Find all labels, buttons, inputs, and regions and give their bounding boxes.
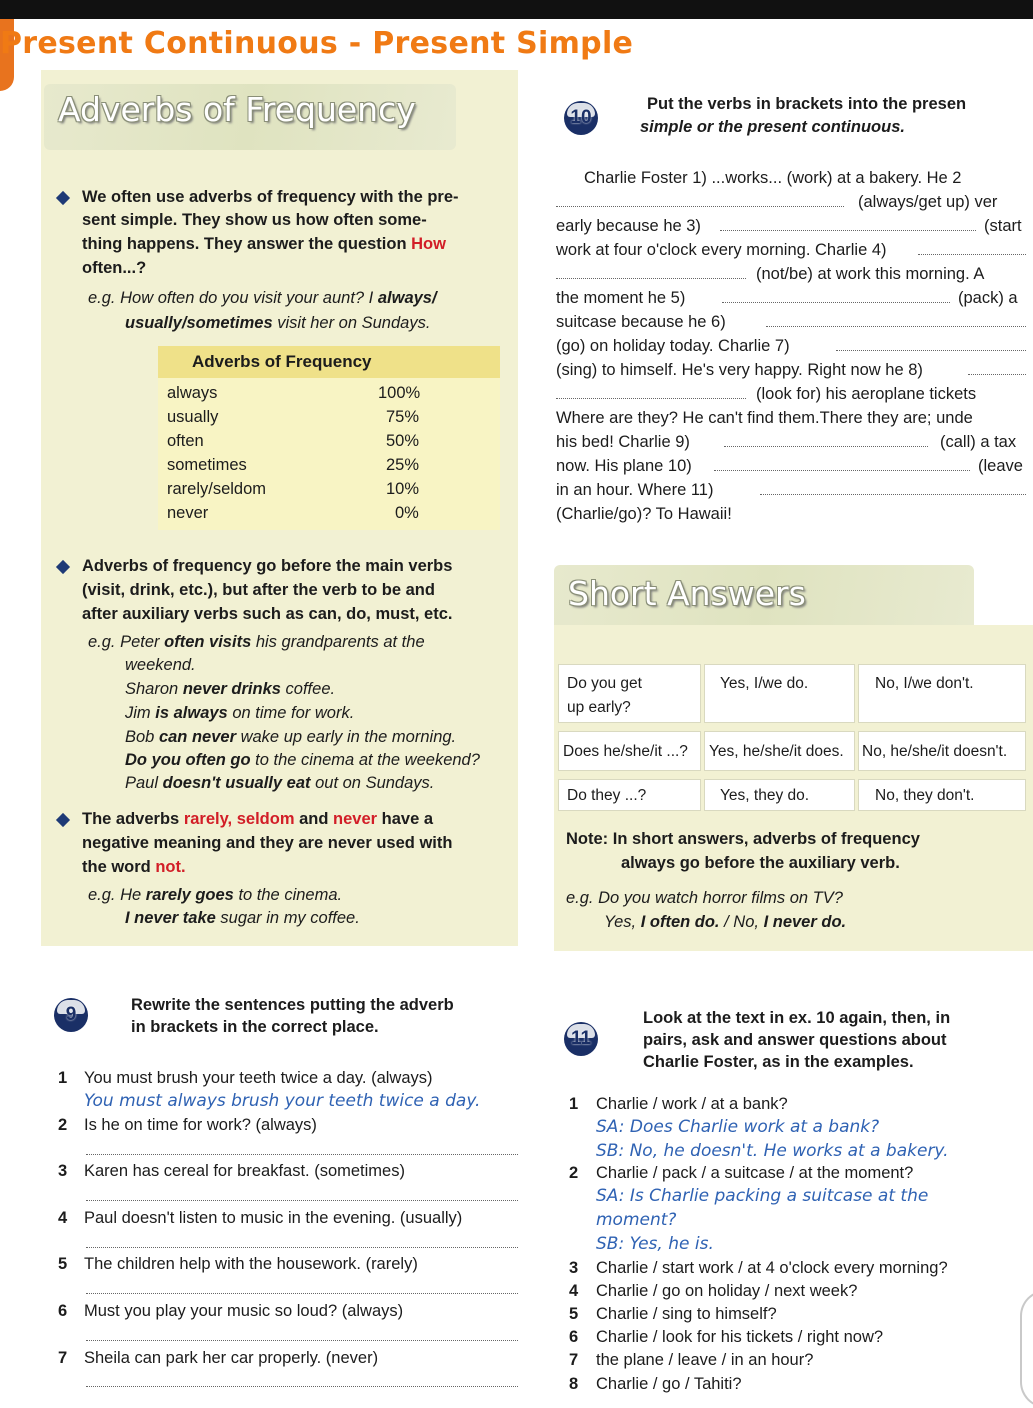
item-number: 5: [58, 1255, 68, 1273]
answer-blank[interactable]: [556, 206, 844, 207]
ex10-line: suitcase because he 6): [556, 313, 726, 331]
sa-yes: Yes, I/we do.: [720, 675, 809, 692]
ex10-line: the moment he 5): [556, 289, 686, 307]
ex10-line: (start: [984, 217, 1022, 235]
ex10-instruction: simple or the present continuous.: [640, 118, 905, 136]
item-text: Is he on time for work? (always): [84, 1116, 317, 1134]
item-number: 7: [569, 1351, 579, 1369]
sa-question: Do they ...?: [567, 787, 647, 804]
answer-blank[interactable]: [86, 1200, 518, 1201]
table-word: rarely/seldom: [167, 480, 267, 498]
ex10-line: (Charlie/go)? To Hawaii!: [556, 505, 732, 523]
item-text: The children help with the housework. (rarely): [84, 1255, 418, 1273]
answer-blank[interactable]: [722, 302, 950, 303]
ex11-instruction: Charlie Foster, as in the examples.: [643, 1053, 914, 1071]
table-word: never: [167, 504, 209, 522]
rule3-line: the word not.: [82, 858, 186, 876]
item-text: Charlie / pack / a suitcase / at the moment?: [596, 1164, 914, 1182]
answer-blank[interactable]: [766, 326, 1026, 327]
item-text: Charlie / sing to himself?: [596, 1305, 777, 1323]
top-bar: [0, 0, 1033, 19]
table-pct: 75%: [386, 408, 420, 426]
item-number: 3: [58, 1162, 68, 1180]
sa-question: Does he/she/it ...?: [563, 743, 688, 760]
rule2-line: Adverbs of frequency go before the main verbs: [82, 557, 453, 575]
example2-line: weekend.: [125, 656, 196, 674]
item-text: Charlie / work / at a bank?: [596, 1095, 788, 1113]
example2-line: Paul doesn't usually eat out on Sundays.: [125, 774, 435, 792]
example2-line: Do you often go to the cinema at the weekend?: [125, 751, 480, 769]
item-number: 8: [569, 1375, 579, 1393]
ex10-line: (go) on holiday today. Charlie 7): [556, 337, 790, 355]
ex9-instruction: Rewrite the sentences putting the adverb: [131, 996, 454, 1014]
page-title: Present Continuous - Present Simple: [0, 26, 634, 61]
example2-line: Sharon never drinks coffee.: [125, 680, 336, 698]
item-number: 6: [58, 1302, 68, 1320]
item-number: 4: [58, 1209, 68, 1227]
item-answer: SB: Yes, he is.: [596, 1234, 714, 1254]
item-number: 2: [58, 1116, 68, 1134]
sa-note: always go before the auxiliary verb.: [621, 854, 900, 872]
item-answer: SA: Is Charlie packing a suitcase at the: [596, 1186, 929, 1206]
table-pct: 100%: [378, 384, 421, 402]
table-pct: 10%: [386, 480, 420, 498]
sa-no: No, he/she/it doesn't.: [862, 743, 1008, 760]
ex10-line: work at four o'clock every morning. Charlie 4): [556, 241, 887, 259]
answer-blank[interactable]: [556, 278, 746, 279]
example3-line: I never take sugar in my coffee.: [125, 909, 360, 927]
answer-blank[interactable]: [86, 1247, 518, 1248]
rule2-line: (visit, drink, etc.), but after the verb to be and: [82, 581, 435, 599]
intro-line: often...?: [82, 259, 147, 277]
example2-line: e.g. Peter often visits his grandparents at the: [88, 633, 425, 651]
short-answers-heading: Short Answers: [568, 574, 806, 613]
answer-blank[interactable]: [720, 230, 976, 231]
ex10-line: (call) a tax: [940, 433, 1017, 451]
table-pct: 0%: [395, 504, 419, 522]
item-number: 7: [58, 1349, 68, 1367]
item-text: Charlie / look for his tickets / right now?: [596, 1328, 884, 1346]
sa-question: up early?: [567, 699, 631, 716]
table-word: usually: [167, 408, 219, 426]
sa-example: e.g. Do you watch horror films on TV?: [566, 889, 843, 907]
adverbs-heading: Adverbs of Frequency: [58, 90, 416, 129]
exercise-11-number: 11: [564, 1022, 598, 1056]
item-number: 1: [58, 1069, 68, 1087]
table-word: sometimes: [167, 456, 247, 474]
item-text: Must you play your music so loud? (always): [84, 1302, 404, 1320]
sa-note: Note: In short answers, adverbs of frequency: [566, 830, 920, 848]
ex10-line: (always/get up) ver: [858, 193, 998, 211]
answer-blank[interactable]: [918, 254, 1026, 255]
item-text: Paul doesn't listen to music in the evening. (usually): [84, 1209, 463, 1227]
page-edge-curl: [1020, 1290, 1033, 1408]
ex10-line: in an hour. Where 11): [556, 481, 714, 499]
item-text: Karen has cereal for breakfast. (sometimes): [84, 1162, 405, 1180]
item-text: Charlie / go on holiday / next week?: [596, 1282, 858, 1300]
item-text: Charlie / go / Tahiti?: [596, 1375, 742, 1393]
item-number: 4: [569, 1282, 579, 1300]
sa-yes: Yes, he/she/it does.: [709, 743, 844, 760]
ex10-line: (look for) his aeroplane tickets: [756, 385, 977, 403]
answer-blank[interactable]: [724, 446, 928, 447]
item-text: the plane / leave / in an hour?: [596, 1351, 814, 1369]
ex10-line: now. His plane 10): [556, 457, 692, 475]
sa-example: Yes, I often do. / No, I never do.: [604, 913, 847, 931]
example2-line: Bob can never wake up early in the morning.: [125, 728, 457, 746]
answer-blank[interactable]: [556, 398, 746, 399]
ex11-instruction: pairs, ask and answer questions about: [643, 1031, 947, 1049]
item-number: 2: [569, 1164, 579, 1182]
table-word: often: [167, 432, 204, 450]
answer-blank[interactable]: [86, 1386, 518, 1387]
item-answer: moment?: [596, 1210, 677, 1230]
ex9-instruction: in brackets in the correct place.: [131, 1018, 379, 1036]
example2-line: Jim is always on time for work.: [125, 704, 355, 722]
item-text: Charlie / start work / at 4 o'clock every morning?: [596, 1259, 948, 1277]
rule3-line: The adverbs rarely, seldom and never have a: [82, 810, 434, 828]
answer-blank[interactable]: [968, 374, 1026, 375]
exercise-9-number: 9: [54, 998, 88, 1032]
sa-no: No, they don't.: [875, 787, 975, 804]
item-number: 1: [569, 1095, 579, 1113]
item-text: Sheila can park her car properly. (never): [84, 1349, 379, 1367]
answer-blank[interactable]: [714, 470, 970, 471]
ex10-line: Charlie Foster 1) ...works... (work) at a bakery. He 2: [584, 169, 962, 187]
ex10-line: Where are they? He can't find them.There they are; unde: [556, 409, 973, 427]
example3-line: e.g. He rarely goes to the cinema.: [88, 886, 343, 904]
item-answer: You must always brush your teeth twice a day.: [84, 1091, 481, 1111]
intro-line: sent simple. They show us how often some-: [82, 211, 427, 229]
item-answer: SB: No, he doesn't. He works at a bakery.: [596, 1141, 949, 1161]
item-answer: SA: Does Charlie work at a bank?: [596, 1117, 880, 1137]
ex10-line: (not/be) at work this morning. A: [756, 265, 985, 283]
item-text: You must brush your teeth twice a day. (always): [84, 1069, 433, 1087]
intro-line: thing happens. They answer the question How: [82, 235, 446, 253]
item-number: 6: [569, 1328, 579, 1346]
exercise-10-number: 10: [564, 101, 598, 135]
example-line: e.g. How often do you visit your aunt? I always/: [88, 289, 437, 307]
ex10-line: (sing) to himself. He's very happy. Right now he 8): [556, 361, 923, 379]
table-pct: 50%: [386, 432, 420, 450]
ex10-instruction: Put the verbs in brackets into the presen: [647, 95, 967, 113]
sa-no: No, I/we don't.: [875, 675, 974, 692]
table-title: Adverbs of Frequency: [192, 352, 372, 371]
ex10-line: (pack) a: [958, 289, 1018, 307]
answer-blank[interactable]: [86, 1293, 518, 1294]
answer-blank[interactable]: [836, 350, 1026, 351]
rule2-line: after auxiliary verbs such as can, do, must, etc.: [82, 605, 453, 623]
answer-blank[interactable]: [86, 1340, 518, 1341]
item-number: 3: [569, 1259, 579, 1277]
answer-blank[interactable]: [760, 494, 1026, 495]
example-line: usually/sometimes visit her on Sundays.: [125, 314, 431, 332]
ex10-line: early because he 3): [556, 217, 701, 235]
table-pct: 25%: [386, 456, 420, 474]
ex10-line: (leave: [978, 457, 1023, 475]
sa-question: Do you get: [567, 675, 642, 692]
sa-yes: Yes, they do.: [720, 787, 810, 804]
item-number: 5: [569, 1305, 579, 1323]
ex10-line: his bed! Charlie 9): [556, 433, 690, 451]
answer-blank[interactable]: [86, 1154, 518, 1155]
intro-line: We often use adverbs of frequency with the pre-: [82, 188, 459, 206]
table-word: always: [167, 384, 218, 402]
ex11-instruction: Look at the text in ex. 10 again, then, in: [643, 1009, 951, 1027]
rule3-line: negative meaning and they are never used with: [82, 834, 453, 852]
